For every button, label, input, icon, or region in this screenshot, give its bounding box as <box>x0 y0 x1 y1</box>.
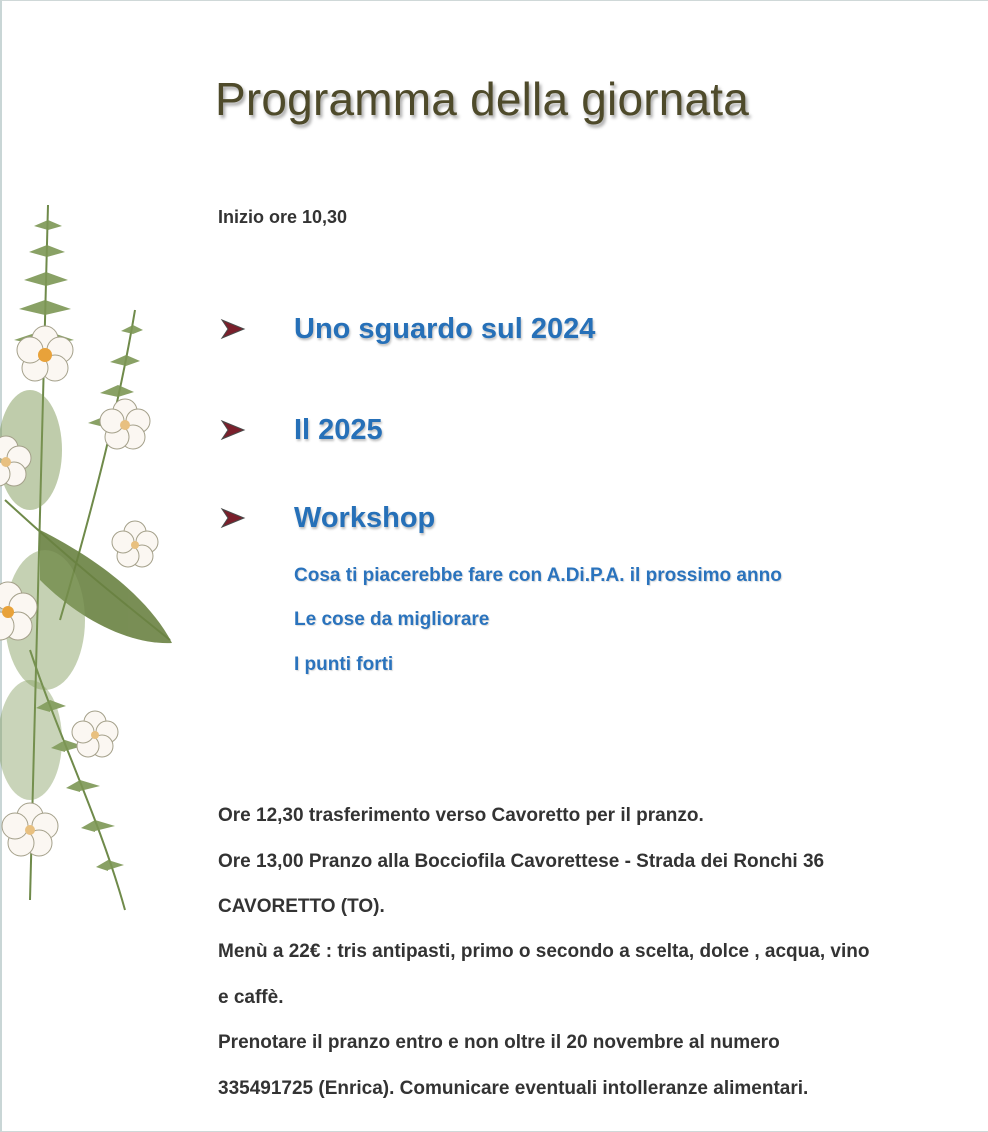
fern-flower-illustration <box>0 200 180 920</box>
agenda-item-workshop <box>220 501 436 534</box>
info-line: Menù a 22€ : tris antipasti, primo o secondo a scelta, dolce , acqua, vino <box>218 941 870 962</box>
info-line: Ore 12,30 trasferimento verso Cavoretto per il pranzo. <box>218 805 704 826</box>
start-time: Inizio ore 10,30 <box>218 207 348 227</box>
page-title: Programma della giornata <box>215 73 750 125</box>
agenda-label: Il 2025 <box>294 413 383 446</box>
info-line: 335491725 (Enrica). Comunicare eventuali intolleranze alimentari. <box>218 1078 809 1099</box>
info-line: Prenotare il pranzo entro e non oltre il 20 novembre al numero <box>218 1032 780 1053</box>
info-line: e caffè. <box>218 987 284 1008</box>
workshop-topic: Cosa ti piacerebbe fare con A.Di.P.A. il prossimo anno <box>294 565 782 586</box>
workshop-topic: Le cose da migliorare <box>294 609 490 630</box>
info-line: Ore 13,00 Pranzo alla Bocciofila Cavorettese - Strada dei Ronchi 36 <box>218 851 825 872</box>
arrowhead-bullet-icon <box>220 318 246 340</box>
arrowhead-bullet-icon <box>220 419 246 441</box>
agenda-label: Uno sguardo sul 2024 <box>294 312 596 345</box>
agenda-item-review-2024 <box>220 312 596 345</box>
workshop-topic: I punti forti <box>294 654 394 675</box>
agenda-item-2025 <box>220 413 383 446</box>
agenda-label: Workshop <box>294 501 436 534</box>
info-line: CAVORETTO (TO). <box>218 896 385 917</box>
arrowhead-bullet-icon <box>220 507 246 529</box>
